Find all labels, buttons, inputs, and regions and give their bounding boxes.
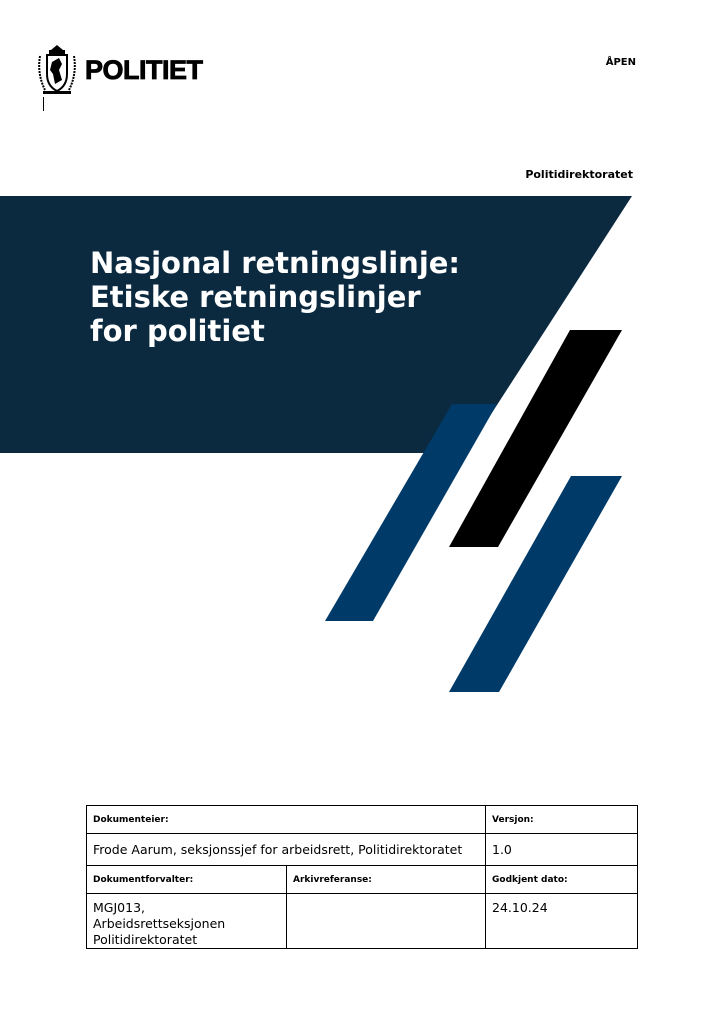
title-line: Nasjonal retningslinje: [90, 246, 461, 280]
owner-value: Frode Aarum, seksjonssjef for arbeidsrett, Politidirektoratet [87, 834, 486, 866]
document-info-table [86, 805, 638, 949]
document-title [90, 246, 460, 348]
politiet-logo [37, 44, 203, 96]
title-line: for politiet [90, 314, 265, 348]
manager-value [87, 894, 287, 949]
approved-label: Godkjent dato: [486, 866, 638, 894]
organization-label: Politidirektoratet [525, 168, 633, 181]
logo-text: POLITIET [85, 54, 203, 85]
manager-value-line: Politidirektoratet [93, 932, 198, 947]
owner-label: Dokumenteier: [87, 806, 486, 834]
manager-value-line: MGJ013, Arbeidsrettseksjonen [93, 900, 226, 931]
archive-label: Arkivreferanse: [287, 866, 486, 894]
coat-of-arms-icon [37, 44, 77, 96]
version-label: Versjon: [486, 806, 638, 834]
version-value: 1.0 [486, 834, 638, 866]
approved-value: 24.10.24 [486, 894, 638, 949]
title-line: Etiske retningslinjer [90, 280, 421, 314]
text-cursor [43, 97, 44, 111]
archive-value [287, 894, 486, 949]
classification-label: ÅPEN [605, 57, 636, 68]
manager-label: Dokumentforvalter: [87, 866, 287, 894]
